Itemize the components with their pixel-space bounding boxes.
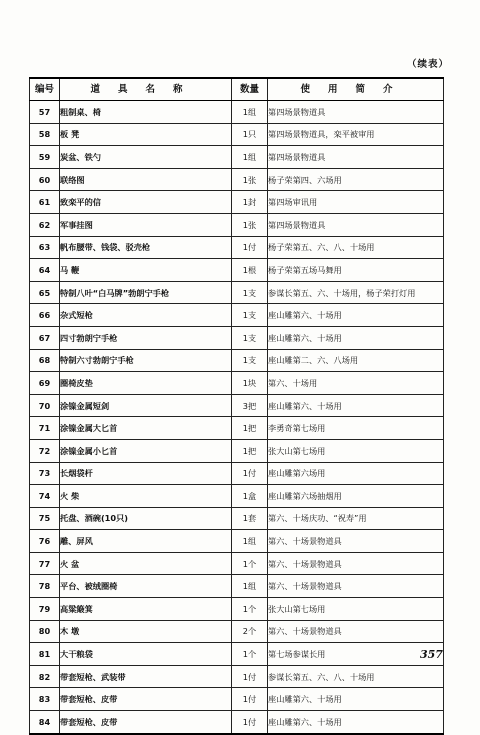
cell-description: 第六、十场用 [268,372,444,395]
cell-quantity: 1根 [232,259,268,282]
cell-number: 80 [30,620,60,643]
cell-number: 66 [30,304,60,327]
cell-number: 78 [30,575,60,598]
table-row [30,620,444,643]
cell-description: 杨子荣第四、六场用 [268,168,444,191]
cell-name: 平台、被绒圈椅 [60,575,232,598]
cell-description: 座山雕第六、十场用 [268,711,444,734]
table-row [30,552,444,575]
table-row [30,259,444,282]
cell-name: 特制六寸勃朗宁手枪 [60,349,232,372]
table-row [30,213,444,236]
cell-description: 杨子荣第五、六、八、十场用 [268,236,444,259]
cell-quantity: 1付 [232,688,268,711]
cell-quantity: 1支 [232,349,268,372]
table-row [30,281,444,304]
page-number: 357 [420,648,443,661]
cell-number: 82 [30,665,60,688]
cell-number: 73 [30,462,60,485]
cell-description: 张大山第七场用 [268,598,444,621]
cell-name: 大干粮袋 [60,643,232,666]
cell-name: 涂镍金属短剑 [60,394,232,417]
cell-description: 杨子荣第五场马舞用 [268,259,444,282]
cell-quantity: 1只 [232,123,268,146]
table-row [30,372,444,395]
cell-name: 涂镍金属大匕首 [60,417,232,440]
cell-number: 76 [30,530,60,553]
continued-label: （续表） [407,59,450,70]
cell-number: 72 [30,439,60,462]
table-header-row [30,78,444,101]
cell-name: 四寸勃朗宁手枪 [60,326,232,349]
table-row [30,304,444,327]
cell-name: 高粱簸箕 [60,598,232,621]
cell-name: 火 盆 [60,552,232,575]
cell-description: 参谋长第五、六、八、十场用 [268,665,444,688]
cell-name: 联络图 [60,168,232,191]
cell-description: 座山雕第六、十场用 [268,394,444,417]
cell-name: 致栾平的信 [60,191,232,214]
cell-quantity: 1封 [232,191,268,214]
cell-number: 83 [30,688,60,711]
cell-quantity: 1个 [232,598,268,621]
cell-description: 第四场景物道具 [268,101,444,124]
cell-description: 第六、十场景物道具 [268,620,444,643]
cell-description: 第四场景物道具，栾平被审用 [268,123,444,146]
cell-description: 张大山第七场用 [268,439,444,462]
cell-quantity: 1组 [232,146,268,169]
cell-name: 托盘、酒碗(10只) [60,507,232,530]
cell-quantity: 1支 [232,326,268,349]
table-row [30,349,444,372]
cell-number: 59 [30,146,60,169]
cell-quantity: 1付 [232,665,268,688]
cell-number: 57 [30,101,60,124]
cell-number: 64 [30,259,60,282]
cell-quantity: 1组 [232,575,268,598]
table-row [30,191,444,214]
cell-description: 第七场参谋长用 [268,643,444,666]
cell-quantity: 1把 [232,417,268,440]
cell-description: 座山雕第二、六、八场用 [268,349,444,372]
cell-name: 军事挂图 [60,213,232,236]
cell-description: 第六、十场景物道具 [268,575,444,598]
cell-quantity: 1付 [232,236,268,259]
cell-quantity: 1块 [232,372,268,395]
table-row [30,168,444,191]
cell-description: 第四场景物道具 [268,213,444,236]
header-quantity: 数量 [232,78,268,101]
cell-description: 座山雕第六、十场用 [268,688,444,711]
cell-number: 81 [30,643,60,666]
cell-quantity: 2个 [232,620,268,643]
cell-name: 粗制桌、椅 [60,101,232,124]
cell-number: 60 [30,168,60,191]
table-row [30,575,444,598]
cell-number: 75 [30,507,60,530]
table-row [30,507,444,530]
table-row [30,665,444,688]
cell-description: 第六、十场景物道具 [268,530,444,553]
cell-description: 座山雕第六、十场用 [268,326,444,349]
cell-number: 79 [30,598,60,621]
cell-description: 第六、十场景物道具 [268,552,444,575]
table-row [30,394,444,417]
header-number: 编号 [30,78,60,101]
cell-quantity: 1支 [232,281,268,304]
cell-name: 长烟袋杆 [60,462,232,485]
cell-number: 65 [30,281,60,304]
cell-quantity: 1张 [232,213,268,236]
table-row [30,236,444,259]
cell-number: 77 [30,552,60,575]
cell-name: 火 柴 [60,485,232,508]
cell-number: 69 [30,372,60,395]
cell-quantity: 1把 [232,439,268,462]
cell-quantity: 1付 [232,462,268,485]
cell-name: 特制八叶“白马牌”勃朗宁手枪 [60,281,232,304]
cell-name: 带套短枪、皮带 [60,711,232,734]
cell-name: 带套短枪、皮带 [60,688,232,711]
cell-name: 帆布腰带、钱袋、驳壳枪 [60,236,232,259]
table-row [30,101,444,124]
cell-description: 李勇奇第七场用 [268,417,444,440]
cell-quantity: 1套 [232,507,268,530]
cell-number: 74 [30,485,60,508]
cell-quantity: 3把 [232,394,268,417]
table-row [30,326,444,349]
cell-description: 第四场审讯用 [268,191,444,214]
cell-number: 71 [30,417,60,440]
header-description: 使用简介 [268,78,444,101]
cell-number: 58 [30,123,60,146]
cell-name: 炭盆、铁勺 [60,146,232,169]
cell-quantity: 1支 [232,304,268,327]
table-row [30,485,444,508]
cell-description: 座山雕第六场用 [268,462,444,485]
cell-description: 第四场景物道具 [268,146,444,169]
cell-description: 座山雕第六、十场用 [268,304,444,327]
cell-number: 62 [30,213,60,236]
cell-name: 杂式短枪 [60,304,232,327]
table-row [30,688,444,711]
cell-quantity: 1个 [232,552,268,575]
table-body [30,101,444,734]
cell-description: 参谋长第五、六、十场用，杨子荣打灯用 [268,281,444,304]
cell-description: 第六、十场庆功、“祝寿”用 [268,507,444,530]
table-row [30,146,444,169]
table-row [30,462,444,485]
cell-quantity: 1组 [232,101,268,124]
cell-quantity: 1盒 [232,485,268,508]
table-row [30,643,444,666]
table-row [30,711,444,734]
props-table [29,77,444,735]
cell-number: 84 [30,711,60,734]
cell-number: 68 [30,349,60,372]
cell-description: 座山雕第六场抽烟用 [268,485,444,508]
cell-number: 61 [30,191,60,214]
cell-number: 67 [30,326,60,349]
cell-name: 带套短枪、武装带 [60,665,232,688]
cell-name: 马 鞭 [60,259,232,282]
cell-name: 圈椅皮垫 [60,372,232,395]
cell-quantity: 1张 [232,168,268,191]
cell-quantity: 1组 [232,530,268,553]
table-row [30,530,444,553]
cell-number: 63 [30,236,60,259]
cell-quantity: 1个 [232,643,268,666]
table-row [30,598,444,621]
cell-name: 雕、屏风 [60,530,232,553]
header-name: 道具名称 [60,78,232,101]
cell-number: 70 [30,394,60,417]
table-row [30,123,444,146]
table-row [30,417,444,440]
table-row [30,439,444,462]
cell-name: 涂镍金属小匕首 [60,439,232,462]
cell-name: 板 凳 [60,123,232,146]
cell-name: 木 墩 [60,620,232,643]
cell-quantity: 1付 [232,711,268,734]
